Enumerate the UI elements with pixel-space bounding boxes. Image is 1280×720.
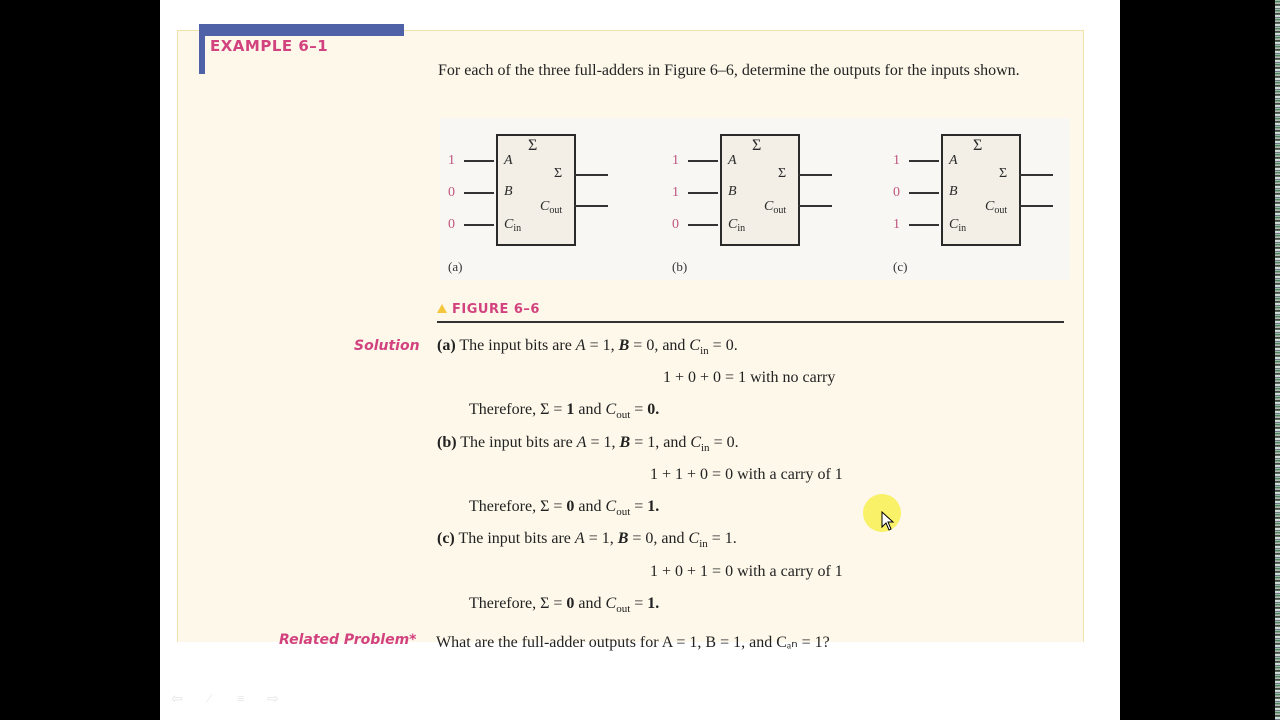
figure-caption: (c) <box>893 259 908 274</box>
pin-b-label: B <box>728 184 737 199</box>
figure-caption: (b) <box>672 259 688 274</box>
output-line-cout <box>574 205 608 207</box>
pin-sum-label: Σ <box>999 166 1008 181</box>
input-a-value: 1 <box>448 153 455 168</box>
output-line-cout <box>798 205 832 207</box>
input-cin-value: 1 <box>893 217 900 232</box>
related-problem <box>279 632 919 651</box>
edge-noise-strip <box>1275 0 1280 720</box>
pin-cout-label: $C_{out}$ <box>764 199 787 216</box>
adder-symbol: Σ <box>752 137 762 154</box>
solution-label: Solution <box>354 338 420 354</box>
pin-cin-label: $C_{in}$ <box>728 217 746 234</box>
pin-sum-label: Σ <box>778 166 787 181</box>
solution-part-a-result: Therefore, Σ = 1 and $C_{out} = 0$. <box>469 401 660 421</box>
input-line-cin <box>464 224 494 226</box>
title-bar-accent-left <box>199 24 205 74</box>
pin-cin-label: $C_{in}$ <box>949 217 967 234</box>
pin-sum-label: Σ <box>554 166 563 181</box>
input-b-value: 0 <box>893 185 900 200</box>
input-line-b <box>909 192 939 194</box>
full-adder-a <box>440 133 680 283</box>
pin-cout-label: $C_{out}$ <box>540 199 563 216</box>
next-arrow-icon[interactable]: ⇨ <box>267 692 279 707</box>
solution-part-b-result: Therefore, Σ = 0 and $C_{out} = 1$. <box>469 498 660 518</box>
triangle-icon <box>437 304 447 313</box>
pin-b-label: B <box>949 184 958 199</box>
figure-label: FIGURE 6–6 <box>437 302 540 317</box>
figure-caption: (a) <box>448 259 463 274</box>
figure-rule <box>437 321 1064 323</box>
pin-a-label: A <box>949 153 958 168</box>
input-a-value: 1 <box>672 153 679 168</box>
solution-part-c-inputs: (c) The input bits are A = 1, B = 0, and $C_{in} = 1$. <box>437 530 737 550</box>
solution-part-b-equation: 1 + 1 + 0 = 0 with a carry of 1 <box>650 466 843 483</box>
example-title: EXAMPLE 6–1 <box>210 37 329 55</box>
prev-arrow-icon[interactable]: ⇦ <box>171 692 183 707</box>
input-line-b <box>464 192 494 194</box>
adder-symbol: Σ <box>528 137 538 154</box>
slide-nav <box>168 692 282 708</box>
input-line-a <box>688 160 718 162</box>
pin-a-label: A <box>504 153 513 168</box>
input-cin-value: 0 <box>448 217 455 232</box>
input-line-cin <box>688 224 718 226</box>
pin-a-label: A <box>728 153 737 168</box>
pin-cout-label: $C_{out}$ <box>985 199 1008 216</box>
solution-part-c-equation: 1 + 0 + 1 = 0 with a carry of 1 <box>650 563 843 580</box>
input-line-a <box>909 160 939 162</box>
pin-cin-label: $C_{in}$ <box>504 217 522 234</box>
input-line-b <box>688 192 718 194</box>
full-adder-c <box>885 133 1125 283</box>
input-line-a <box>464 160 494 162</box>
input-b-value: 1 <box>672 185 679 200</box>
input-a-value: 1 <box>893 153 900 168</box>
input-cin-value: 0 <box>672 217 679 232</box>
mouse-pointer-icon <box>881 511 895 531</box>
solution-part-a-inputs: (a) The input bits are A = 1, B = 0, and $C_{in} = 0$. <box>437 337 738 357</box>
solution-part-a-equation: 1 + 0 + 0 = 1 with no carry <box>663 369 836 386</box>
input-line-cin <box>909 224 939 226</box>
related-problem-label: Related Problem* <box>279 632 417 648</box>
solution-part-b-inputs: (b) The input bits are A = 1, B = 1, and $C_{in} = 0$. <box>437 434 739 454</box>
pen-icon[interactable]: ∕ <box>207 692 211 707</box>
input-b-value: 0 <box>448 185 455 200</box>
full-adder-b <box>664 133 904 283</box>
pin-b-label: B <box>504 184 513 199</box>
output-line-cout <box>1019 205 1053 207</box>
solution-part-c-result: Therefore, Σ = 0 and $C_{out} = 1$. <box>469 595 660 615</box>
title-bar-accent <box>199 24 404 36</box>
example-intro: For each of the three full-adders in Figure 6–6, determine the outputs for the inputs shown. <box>438 62 1020 79</box>
output-line-sum <box>798 174 832 176</box>
output-line-sum <box>574 174 608 176</box>
related-problem-text: What are the full-adder outputs for A = 1, B = 1, and Cₐₙ = 1? <box>436 634 830 651</box>
adder-symbol: Σ <box>973 137 983 154</box>
menu-icon[interactable]: ≡ <box>237 692 245 707</box>
output-line-sum <box>1019 174 1053 176</box>
